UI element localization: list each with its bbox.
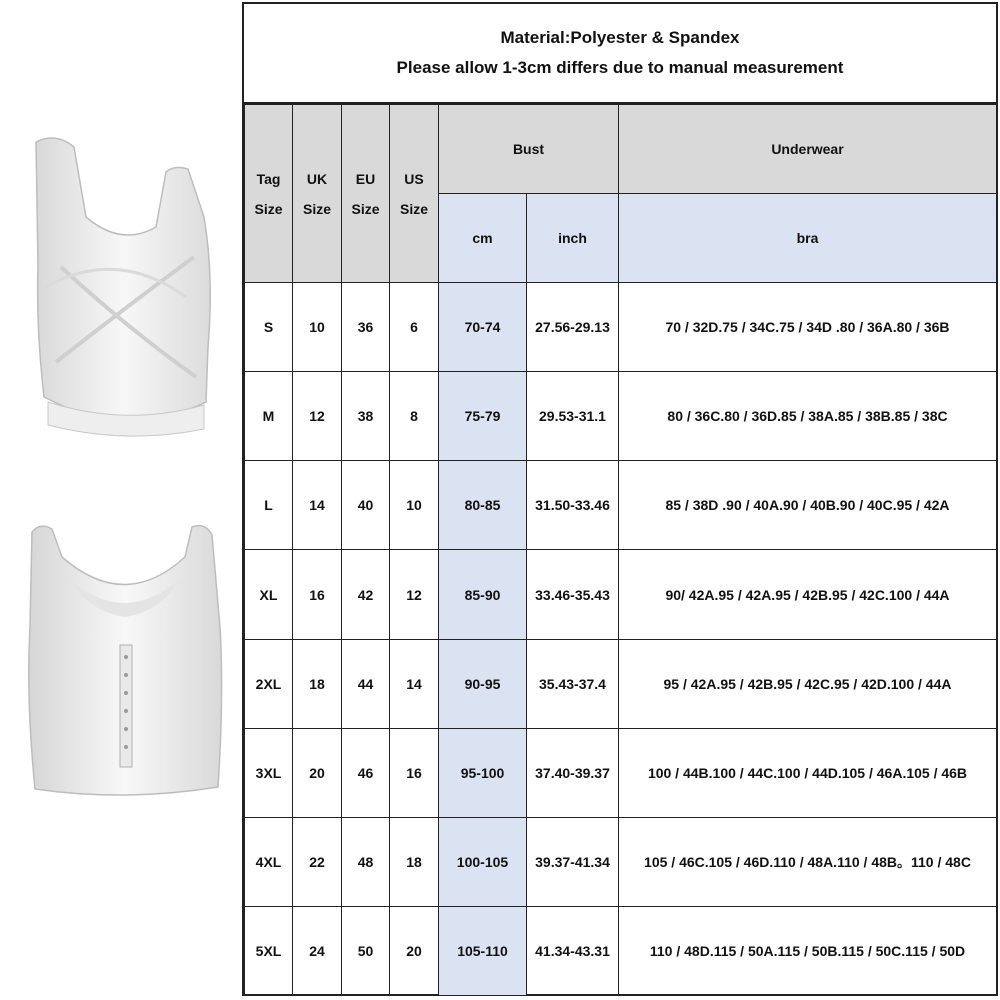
row-bra-sizes: 70 / 32D.75 / 34C.75 / 34D .80 / 36A.80 / 36B xyxy=(619,283,997,372)
row-bust-cm: 85-90 xyxy=(439,550,527,639)
row-bust-inch: 29.53-31.1 xyxy=(527,372,619,461)
col-header-bust-inch: inch xyxy=(527,194,619,283)
table-row xyxy=(245,283,997,372)
product-image-panel xyxy=(2,2,244,996)
row-eu-size: 44 xyxy=(342,639,390,728)
col-header-underwear: Underwear xyxy=(619,105,997,194)
table-row xyxy=(245,372,997,461)
header-row-1 xyxy=(245,105,997,194)
row-bust-inch: 37.40-39.37 xyxy=(527,728,619,817)
material-header xyxy=(244,4,996,104)
row-uk-size: 16 xyxy=(293,550,342,639)
row-uk-size: 10 xyxy=(293,283,342,372)
row-eu-size: 50 xyxy=(342,906,390,995)
row-tag-size: XL xyxy=(245,550,293,639)
row-bust-cm: 95-100 xyxy=(439,728,527,817)
table-row xyxy=(245,461,997,550)
measurement-note: Please allow 1-3cm differs due to manual measurement xyxy=(396,58,844,77)
row-bust-inch: 33.46-35.43 xyxy=(527,550,619,639)
col-header-tag-size: Tag Size xyxy=(245,105,293,283)
row-us-size: 8 xyxy=(390,372,439,461)
row-tag-size: 2XL xyxy=(245,639,293,728)
row-tag-size: S xyxy=(245,283,293,372)
row-uk-size: 18 xyxy=(293,639,342,728)
row-tag-size: 5XL xyxy=(245,906,293,995)
row-eu-size: 42 xyxy=(342,550,390,639)
col-header-bust-cm: cm xyxy=(439,194,527,283)
product-back-view-image xyxy=(16,127,226,447)
row-uk-size: 22 xyxy=(293,817,342,906)
table-row xyxy=(245,639,997,728)
row-us-size: 6 xyxy=(390,283,439,372)
row-bust-inch: 27.56-29.13 xyxy=(527,283,619,372)
row-bust-inch: 35.43-37.4 xyxy=(527,639,619,728)
col-header-eu-size: EU Size xyxy=(342,105,390,283)
row-bust-inch: 39.37-41.34 xyxy=(527,817,619,906)
table-row xyxy=(245,550,997,639)
row-tag-size: 4XL xyxy=(245,817,293,906)
row-uk-size: 14 xyxy=(293,461,342,550)
table-row xyxy=(245,728,997,817)
row-uk-size: 24 xyxy=(293,906,342,995)
row-tag-size: 3XL xyxy=(245,728,293,817)
row-bra-sizes: 90/ 42A.95 / 42A.95 / 42B.95 / 42C.100 / 44A xyxy=(619,550,997,639)
row-bust-inch: 41.34-43.31 xyxy=(527,906,619,995)
row-bra-sizes: 85 / 38D .90 / 40A.90 / 40B.90 / 40C.95 / 42A xyxy=(619,461,997,550)
col-header-bra: bra xyxy=(619,194,997,283)
row-bust-cm: 80-85 xyxy=(439,461,527,550)
size-rows xyxy=(245,283,997,996)
row-tag-size: M xyxy=(245,372,293,461)
col-header-us-size: US Size xyxy=(390,105,439,283)
row-uk-size: 20 xyxy=(293,728,342,817)
table-row xyxy=(245,906,997,995)
row-eu-size: 36 xyxy=(342,283,390,372)
row-us-size: 16 xyxy=(390,728,439,817)
row-bra-sizes: 105 / 46C.105 / 46D.110 / 48A.110 / 48B。110 / 48C xyxy=(619,817,997,906)
col-header-bust: Bust xyxy=(439,105,619,194)
row-bust-cm: 100-105 xyxy=(439,817,527,906)
row-tag-size: L xyxy=(245,461,293,550)
product-front-view-image xyxy=(20,517,230,802)
row-bust-cm: 75-79 xyxy=(439,372,527,461)
row-bust-cm: 105-110 xyxy=(439,906,527,995)
row-eu-size: 48 xyxy=(342,817,390,906)
row-us-size: 12 xyxy=(390,550,439,639)
row-bra-sizes: 95 / 42A.95 / 42B.95 / 42C.95 / 42D.100 / 44A xyxy=(619,639,997,728)
row-bust-cm: 90-95 xyxy=(439,639,527,728)
col-header-uk-size: UK Size xyxy=(293,105,342,283)
material-text: Material:Polyester & Spandex xyxy=(500,28,740,47)
row-uk-size: 12 xyxy=(293,372,342,461)
row-bra-sizes: 80 / 36C.80 / 36D.85 / 38A.85 / 38B.85 / 38C xyxy=(619,372,997,461)
row-eu-size: 40 xyxy=(342,461,390,550)
row-us-size: 20 xyxy=(390,906,439,995)
size-chart-table xyxy=(244,104,997,996)
row-eu-size: 38 xyxy=(342,372,390,461)
row-bust-inch: 31.50-33.46 xyxy=(527,461,619,550)
row-bust-cm: 70-74 xyxy=(439,283,527,372)
row-bra-sizes: 110 / 48D.115 / 50A.115 / 50B.115 / 50C.115 / 50D xyxy=(619,906,997,995)
row-us-size: 18 xyxy=(390,817,439,906)
row-eu-size: 46 xyxy=(342,728,390,817)
row-us-size: 14 xyxy=(390,639,439,728)
row-us-size: 10 xyxy=(390,461,439,550)
row-bra-sizes: 100 / 44B.100 / 44C.100 / 44D.105 / 46A.105 / 46B xyxy=(619,728,997,817)
table-row xyxy=(245,817,997,906)
